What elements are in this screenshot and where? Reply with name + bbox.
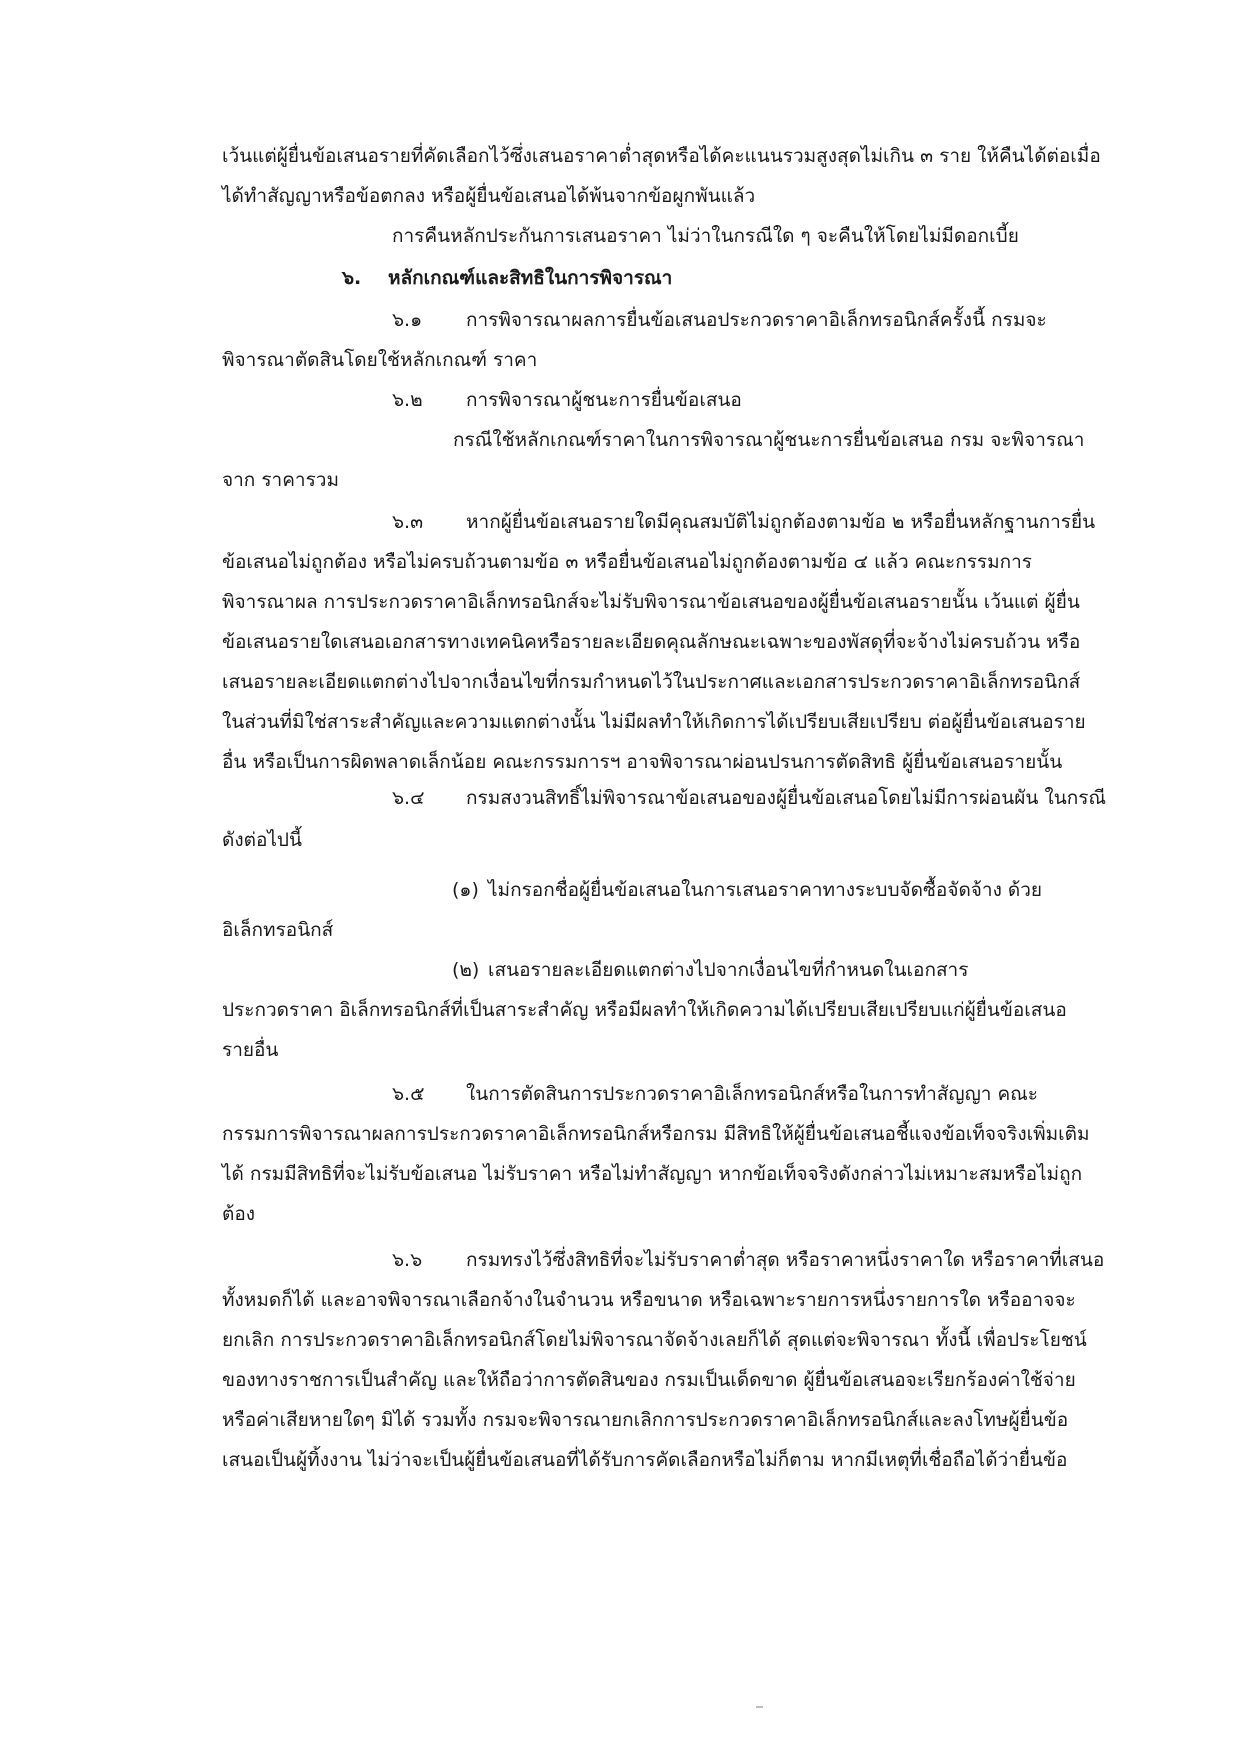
- paragraph-line: จาก ราคารวม: [222, 469, 339, 491]
- clause-text: การพิจารณาผู้ชนะการยื่นข้อเสนอ: [466, 389, 742, 411]
- paragraph-line: อื่น หรือเป็นการผิดพลาดเล็กน้อย คณะกรรมการฯ อาจพิจารณาผ่อนปรนการตัดสิทธิ ผู้ยื่นข้อเสนอรายนั้น: [222, 751, 1063, 773]
- paragraph-line: ข้อเสนอไม่ถูกต้อง หรือไม่ครบถ้วนตามข้อ ๓ หรือยื่นข้อเสนอไม่ถูกต้องตามข้อ ๔ แล้ว คณะกรรมการ: [222, 551, 1033, 573]
- clause-6-3: [392, 502, 1095, 542]
- clause-6-1: [392, 300, 1047, 340]
- paragraph-line: เว้นแต่ผู้ยื่นข้อเสนอรายที่คัดเลือกไว้ซึ่งเสนอราคาต่ำสุดหรือได้คะแนนรวมสูงสุดไม่เกิน ๓ ราย ให้คืนได้ต่อเมื่อ: [222, 145, 1101, 167]
- paragraph-line: เสนอเป็นผู้ทิ้งงาน ไม่ว่าจะเป็นผู้ยื่นข้อเสนอที่ได้รับการคัดเลือกหรือไม่ก็ตาม หากมีเหตุที่เชื่อถือได้ว่ายื่นข้อ: [222, 1449, 1068, 1471]
- clause-text: กรมสงวนสิทธิ์ไม่พิจารณาข้อเสนอของผู้ยื่นข้อเสนอโดยไม่มีการผ่อนผัน ในกรณี: [466, 787, 1107, 809]
- paragraph-line: ดังต่อไปนี้: [222, 829, 302, 851]
- clause-number: ๖.๓: [392, 511, 424, 533]
- clause-text: การพิจารณาผลการยื่นข้อเสนอประกวดราคาอิเล็กทรอนิกส์ครั้งนี้ กรมจะ: [466, 309, 1047, 331]
- paragraph-line: ได้ กรมมีสิทธิที่จะไม่รับข้อเสนอ ไม่รับราคา หรือไม่ทำสัญญา หากข้อเท็จจริงดังกล่าวไม่เหมาะสมหรือไม่ถูก: [222, 1163, 1083, 1185]
- clause-6-4: [392, 778, 1106, 818]
- clause-number: ๖.๒: [392, 389, 423, 411]
- clause-6-5: [392, 1074, 1038, 1114]
- paragraph-line: ได้ทำสัญญาหรือข้อตกลง หรือผู้ยื่นข้อเสนอได้พ้นจากข้อผูกพันแล้ว: [222, 185, 756, 207]
- paragraph-line: ประกวดราคา อิเล็กทรอนิกส์ที่เป็นสาระสำคัญ หรือมีผลทำให้เกิดความได้เปรียบเสียเปรียบแก่ผู้ยื่นข้อเสนอ: [222, 999, 1067, 1021]
- item-text: เสนอรายละเอียดแตกต่างไปจากเงื่อนไขที่กำหนดในเอกสาร: [488, 959, 969, 981]
- paragraph-line: กรณีใช้หลักเกณฑ์ราคาในการพิจารณาผู้ชนะการยื่นข้อเสนอ กรม จะพิจารณา: [453, 429, 1085, 451]
- paragraph-line: ต้อง: [222, 1203, 256, 1225]
- clause-6-2: [392, 380, 742, 420]
- section-number: ๖.: [342, 267, 362, 289]
- paragraph-line: หรือค่าเสียหายใดๆ มิได้ รวมทั้ง กรมจะพิจารณายกเลิกการประกวดราคาอิเล็กทรอนิกส์และลงโทษผู้ยื่นข้อ: [222, 1409, 1069, 1431]
- paragraph-line: ของทางราชการเป็นสำคัญ และให้ถือว่าการตัดสินของ กรมเป็นเด็ดขาด ผู้ยื่นข้อเสนอจะเรียกร้องค่าใช้จ่าย: [222, 1369, 1076, 1391]
- section-heading: [342, 258, 672, 298]
- clause-text: กรมทรงไว้ซึ่งสิทธิที่จะไม่รับราคาต่ำสุด หรือราคาหนึ่งราคาใด หรือราคาที่เสนอ: [466, 1249, 1105, 1271]
- paragraph-line: ทั้งหมดก็ได้ และอาจพิจารณาเลือกจ้างในจำนวน หรือขนาด หรือเฉพาะรายการหนึ่งรายการใด หรืออาจจะ: [222, 1289, 1076, 1311]
- clause-number: ๖.๖: [392, 1249, 423, 1271]
- section-title: หลักเกณฑ์และสิทธิในการพิจารณา: [388, 267, 673, 289]
- item-text: ไม่กรอกชื่อผู้ยื่นข้อเสนอในการเสนอราคาทางระบบจัดซื้อจัดจ้าง ด้วย: [488, 879, 1043, 901]
- clause-number: ๖.๕: [392, 1083, 425, 1105]
- paragraph-line: พิจารณาตัดสินโดยใช้หลักเกณฑ์ ราคา: [222, 349, 538, 371]
- item-number: (๒): [452, 959, 480, 981]
- paragraph-line: การคืนหลักประกันการเสนอราคา ไม่ว่าในกรณีใด ๆ จะคืนให้โดยไม่มีดอกเบี้ย: [392, 225, 1019, 247]
- paragraph-line: ยกเลิก การประกวดราคาอิเล็กทรอนิกส์โดยไม่พิจารณาจัดจ้างเลยก็ได้ สุดแต่จะพิจารณา ทั้งนี้ เพื่อประโยชน์: [222, 1329, 1087, 1351]
- clause-text: หากผู้ยื่นข้อเสนอรายใดมีคุณสมบัติไม่ถูกต้องตามข้อ ๒ หรือยื่นหลักฐานการยื่น: [466, 511, 1096, 533]
- paragraph-line: อิเล็กทรอนิกส์: [222, 919, 334, 941]
- clause-6-6: [392, 1240, 1104, 1280]
- paragraph-line: ในส่วนที่มิใช่สาระสำคัญและความแตกต่างนั้น ไม่มีผลทำให้เกิดการได้เปรียบเสียเปรียบ ต่อผู้ยื่นข้อเสนอราย: [222, 711, 1086, 733]
- paragraph-line: เสนอรายละเอียดแตกต่างไปจากเงื่อนไขที่กรมกำหนดไว้ในประกาศและเอกสารประกวดราคาอิเล็กทรอนิกส์: [222, 671, 1081, 693]
- paragraph-line: กรรมการพิจารณาผลการประกวดราคาอิเล็กทรอนิกส์หรือกรม มีสิทธิให้ผู้ยื่นข้อเสนอชี้แจงข้อเท็จจริงเพิ่มเติม: [222, 1123, 1090, 1145]
- paragraph-line: พิจารณาผล การประกวดราคาอิเล็กทรอนิกส์จะไม่รับพิจารณาข้อเสนอของผู้ยื่นข้อเสนอรายนั้น เว้นแต่ ผู้ยื่น: [222, 591, 1080, 613]
- list-item-1: [452, 870, 1042, 910]
- item-number: (๑): [452, 879, 479, 901]
- clause-number: ๖.๑: [392, 309, 423, 331]
- paragraph-line: รายอื่น: [222, 1039, 279, 1061]
- paragraph-line: ข้อเสนอรายใดเสนอเอกสารทางเทคนิคหรือรายละเอียดคุณลักษณะเฉพาะของพัสดุที่จะจ้างไม่ครบถ้วน หรือ: [222, 631, 1081, 653]
- list-item-2: [452, 950, 968, 990]
- clause-text: ในการตัดสินการประกวดราคาอิเล็กทรอนิกส์หรือในการทำสัญญา คณะ: [466, 1083, 1039, 1105]
- scan-mark: [756, 1706, 763, 1708]
- clause-number: ๖.๔: [392, 787, 425, 809]
